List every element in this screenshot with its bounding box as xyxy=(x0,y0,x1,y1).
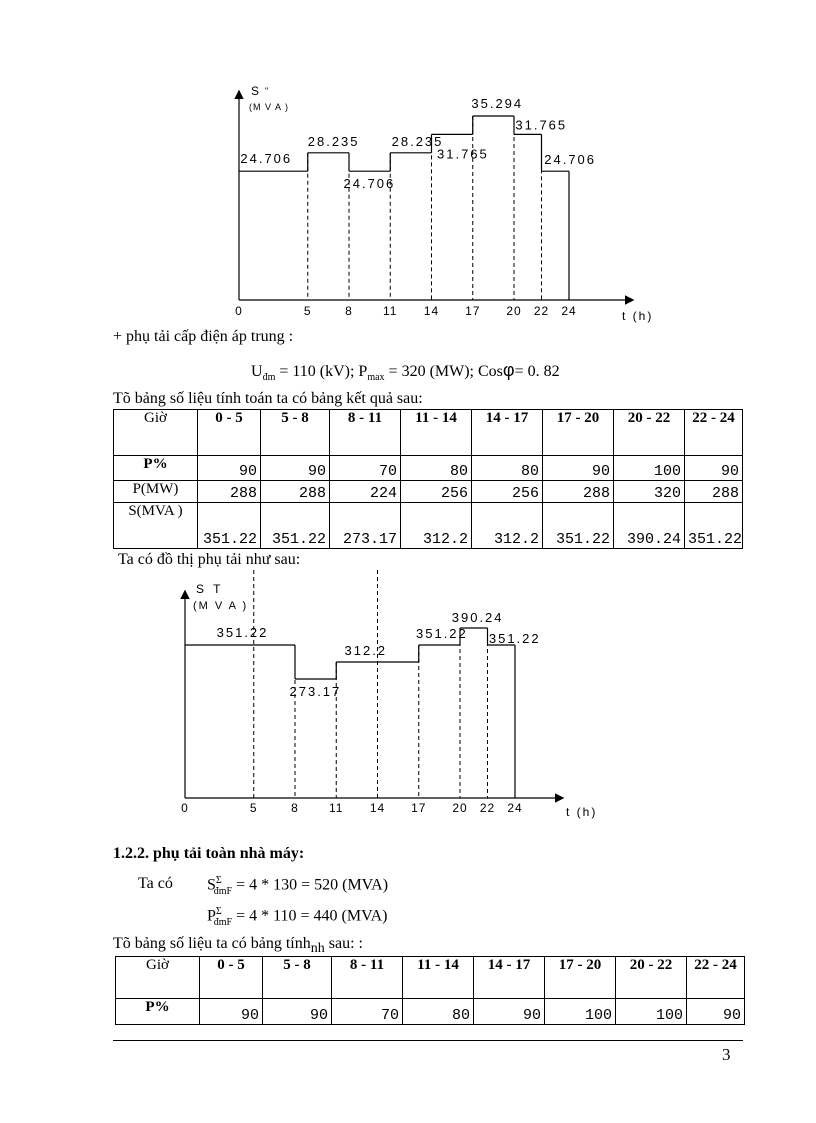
x-tick-label: 24 xyxy=(561,304,577,318)
table-cell: 70 xyxy=(332,999,403,1025)
table-cell: 90 xyxy=(687,999,745,1025)
x-tick-label: 22 xyxy=(533,304,550,318)
table-cell: 351.22 xyxy=(685,503,743,549)
table2-header-cell: 0 - 5 xyxy=(200,957,263,999)
x-tick-label: 8 xyxy=(345,304,353,318)
footer-rule xyxy=(113,1040,743,1041)
data-label: 351.22 xyxy=(488,630,541,646)
table-cell: 256 xyxy=(401,481,472,503)
table-intro: Tõ bảng số liệu tính toán ta có bảng kết quả sau: xyxy=(113,390,423,407)
table-cell: 320 xyxy=(614,481,685,503)
graph-intro: Ta có đồ thị phụ tải như sau: xyxy=(118,551,301,568)
table2-header-cell: 5 - 8 xyxy=(263,957,332,999)
load-mid-heading: + phụ tải cấp điện áp trung : xyxy=(113,328,294,345)
table-cell: 312.2 xyxy=(472,503,543,549)
chart1-y-label: S " xyxy=(251,84,269,98)
x-tick-label: 5 xyxy=(249,801,258,815)
table1-header-cell: 14 - 17 xyxy=(472,410,543,456)
table2-header-cell: 22 - 24 xyxy=(687,957,745,999)
formula-u: $U_{đm} = 110$ (kV); $P_{max} = 320$ (MW); Cosφ= 0. 82 xyxy=(251,360,560,384)
x-tick-label: 17 xyxy=(411,801,427,815)
table-cell: 351.22 xyxy=(198,503,261,549)
data-label: 390.24 xyxy=(451,610,504,625)
data-label: 28.235 xyxy=(391,133,444,149)
table-cell: 80 xyxy=(472,456,543,481)
table-cell: 90 xyxy=(261,456,330,481)
data-label: 28.235 xyxy=(307,133,360,149)
formula-s: $S^\Sigma_{đmF} = 4 * 130 = 520$ (MVA) xyxy=(207,875,389,897)
table1-header-cell: 11 - 14 xyxy=(401,410,472,456)
result-table-2 xyxy=(115,956,745,1025)
table1-header-cell: 5 - 8 xyxy=(261,410,330,456)
chart-1 xyxy=(0,0,816,330)
table-cell: 288 xyxy=(685,481,743,503)
x-tick-label: 20 xyxy=(452,801,468,815)
data-label: 351.22 xyxy=(216,624,269,640)
table2-header-cell: 17 - 20 xyxy=(545,957,616,999)
table2-header-cell: 8 - 11 xyxy=(332,957,403,999)
x-tick-label: 11 xyxy=(383,304,398,318)
data-label: 24.706 xyxy=(240,151,293,167)
data-label: 35.294 xyxy=(471,96,524,111)
table2-header-cell: 20 - 22 xyxy=(616,957,687,999)
table-cell: 100 xyxy=(614,456,685,481)
data-label: 351.22 xyxy=(416,625,468,641)
chart1-y-unit: (M V A ) xyxy=(249,102,290,112)
table-cell: 256 xyxy=(472,481,543,503)
table-cell: 80 xyxy=(403,999,474,1025)
table-cell: 90 xyxy=(685,456,743,481)
x-tick-label: 22 xyxy=(479,801,496,815)
table-cell: 90 xyxy=(200,999,263,1025)
row-label: S(MVA ) xyxy=(114,503,198,549)
table-row xyxy=(114,503,743,549)
table-cell: 351.22 xyxy=(261,503,330,549)
table-cell: 288 xyxy=(198,481,261,503)
table-row xyxy=(114,481,743,503)
chart-2 xyxy=(0,570,816,825)
data-label: 31.765 xyxy=(515,117,568,133)
x-tick-label: 0 xyxy=(181,801,189,815)
row-label: P% xyxy=(116,999,200,1025)
table1-header-cell: 17 - 20 xyxy=(543,410,614,456)
table-cell: 70 xyxy=(330,456,401,481)
table-cell: 312.2 xyxy=(401,503,472,549)
table-row xyxy=(116,999,745,1025)
x-tick-label: 20 xyxy=(506,304,522,318)
x-tick-label: 14 xyxy=(423,304,440,318)
table-cell: 351.22 xyxy=(543,503,614,549)
x-tick-label: 5 xyxy=(303,304,312,318)
x-tick-label: 24 xyxy=(507,801,523,815)
chart1-x-label: t (h) xyxy=(622,309,654,323)
table2-header-cell: 14 - 17 xyxy=(474,957,545,999)
table-cell: 100 xyxy=(616,999,687,1025)
data-label: 24.706 xyxy=(343,176,396,192)
table1-header-cell: 0 - 5 xyxy=(198,410,261,456)
table1-header-cell: 8 - 11 xyxy=(330,410,401,456)
table-cell: 288 xyxy=(261,481,330,503)
row-label: P% xyxy=(114,456,198,481)
result-table-1 xyxy=(113,409,743,549)
section-heading: 1.2.2. phụ tải toàn nhà máy: xyxy=(113,845,305,862)
table2-header-cell: 11 - 14 xyxy=(403,957,474,999)
table1-header-row xyxy=(114,410,743,456)
x-tick-label: 14 xyxy=(369,801,386,815)
table-cell: 100 xyxy=(545,999,616,1025)
row-label: P(MW) xyxy=(114,481,198,503)
data-label: 273.17 xyxy=(289,683,342,699)
table1-header-cell: 20 - 22 xyxy=(614,410,685,456)
table2-header-cell: Giờ xyxy=(116,957,200,999)
x-tick-label: 11 xyxy=(329,801,344,815)
table-row xyxy=(114,456,743,481)
table-cell: 80 xyxy=(401,456,472,481)
table-cell: 224 xyxy=(330,481,401,503)
table2-intro: Tõ bảng số liệu ta có bảng tính$_{nh}$ sau: : xyxy=(113,935,363,957)
data-label: 31.765 xyxy=(437,146,489,162)
page-number: 3 xyxy=(722,1045,731,1064)
table-cell: 90 xyxy=(263,999,332,1025)
table2-header-row xyxy=(116,957,745,999)
x-tick-label: 8 xyxy=(291,801,299,815)
table-cell: 90 xyxy=(543,456,614,481)
x-tick-label: 0 xyxy=(235,304,243,318)
chart2-x-label: t (h) xyxy=(566,805,598,819)
table-cell: 90 xyxy=(198,456,261,481)
chart2-y-label: S T xyxy=(196,582,224,596)
table1-header-cell: Giờ xyxy=(114,410,198,456)
data-label: 24.706 xyxy=(544,152,597,168)
taco-label: Ta có xyxy=(138,875,173,892)
table-cell: 273.17 xyxy=(330,503,401,549)
data-label: 312.2 xyxy=(344,642,388,658)
table1-header-cell: 22 - 24 xyxy=(685,410,743,456)
table-cell: 288 xyxy=(543,481,614,503)
table-cell: 90 xyxy=(474,999,545,1025)
x-tick-label: 17 xyxy=(465,304,481,318)
table-cell: 390.24 xyxy=(614,503,685,549)
formula-p: $P^\Sigma_{đmF} = 4 * 110 = 440$ (MVA) xyxy=(207,906,388,928)
chart2-y-unit: (M V A ) xyxy=(193,600,249,612)
